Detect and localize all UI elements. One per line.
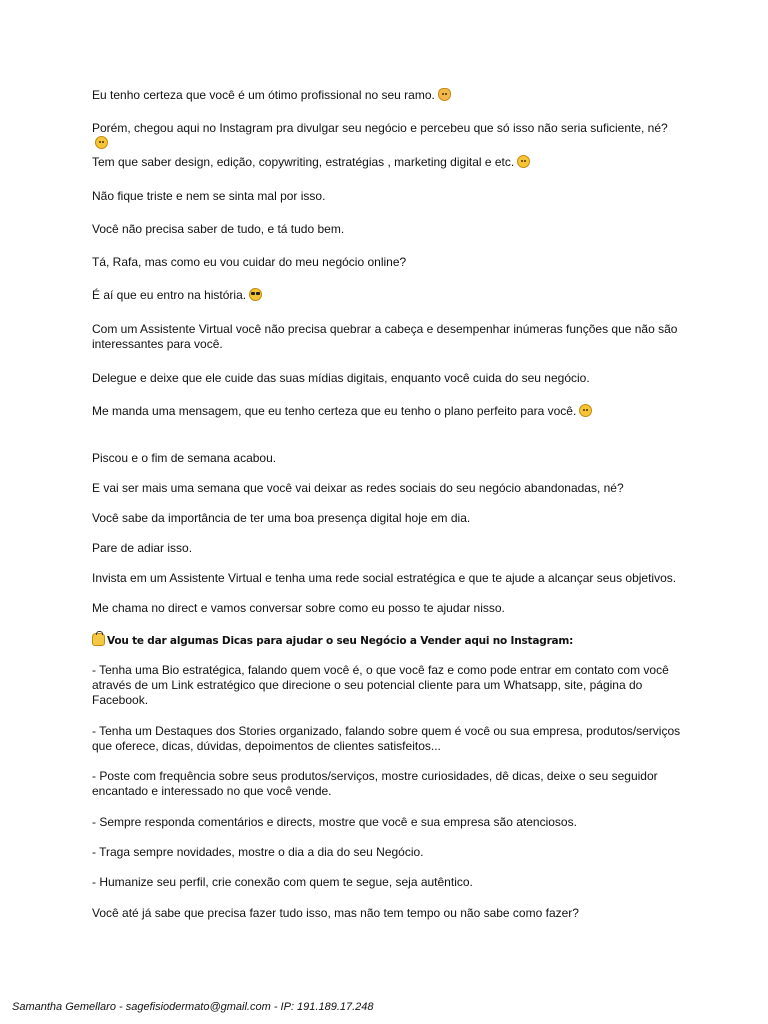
paragraph: Você sabe da importância de ter uma boa presença digital hoje em dia. [92,511,471,525]
list-item: - Sempre responda comentários e directs, mostre que você e sua empresa são atenciosos. [92,815,577,829]
smiling-face-icon [579,404,592,417]
paragraph: Tem que saber design, edição, copywriting, estratégias , marketing digital e etc. [92,155,682,170]
list-item: - Tenha uma Bio estratégica, falando quem você é, o que você faz e como pode entrar em contato com você através de um Link estratégico que direcione o seu potencial cliente para um Whatsapp, site, página do Facebook. [92,663,669,707]
paragraph: Me manda uma mensagem, que eu tenho certeza que eu tenho o plano perfeito para você. [92,404,682,419]
list-item: - Traga sempre novidades, mostre o dia a dia do seu Negócio. [92,845,424,859]
paragraph: Não fique triste e nem se sinta mal por isso. [92,189,326,203]
paragraph: E vai ser mais uma semana que você vai deixar as redes sociais do seu negócio abandonadas, né? [92,481,624,495]
paragraph: Invista em um Assistente Virtual e tenha uma rede social estratégica e que te ajude a alcançar seus objetivos. [92,571,677,585]
list-item: - Tenha um Destaques dos Stories organizado, falando sobre quem é você ou sua empresa, produtos/serviços que oferece, dicas, dúvidas, depoimentos de clientes satisfeitos... [92,724,681,753]
paragraph: Com um Assistente Virtual você não precisa quebrar a cabeça e desempenhar inúmeras funções que não são interessantes para você. [92,322,678,351]
clapping-hands-icon [438,88,451,101]
paragraph: Porém, chegou aqui no Instagram pra divulgar seu negócio e percebeu que só isso não seria suficiente, né? [92,121,682,151]
list-item: - Humanize seu perfil, crie conexão com quem te segue, seja autêntico. [92,875,473,889]
list-item: - Poste com frequência sobre seus produtos/serviços, mostre curiosidades, dê dicas, deixe o seu seguidor encantado e interessado no que você vende. [92,769,658,798]
paragraph: Eu tenho certeza que você é um ótimo profissional no seu ramo. [92,88,682,103]
paragraph: Me chama no direct e vamos conversar sobre como eu posso te ajudar nisso. [92,601,505,615]
paragraph: Pare de adiar isso. [92,541,193,555]
paragraph: Você até já sabe que precisa fazer tudo isso, mas não tem tempo ou não sabe como fazer? [92,906,579,920]
paragraph: É aí que eu entro na história. [92,288,682,303]
paragraph: Você não precisa saber de tudo, e tá tudo bem. [92,222,345,236]
paragraph: Piscou e o fim de semana acabou. [92,451,277,465]
mind-blown-face-icon [517,155,530,168]
document-footer: Samantha Gemellaro - sagefisiodermato@gmail.com - IP: 191.189.17.248 [12,1001,374,1013]
paragraph: Delegue e deixe que ele cuide das suas mídias digitais, enquanto você cuida do seu negócio. [92,371,590,385]
tips-heading: Vou te dar algumas Dicas para ajudar o seu Negócio a Vender aqui no Instagram: [92,633,682,649]
sunglasses-face-icon [249,288,262,301]
shopping-bag-icon [92,633,105,646]
sad-sweat-face-icon [95,136,108,149]
paragraph: Tá, Rafa, mas como eu vou cuidar do meu negócio online? [92,255,407,269]
